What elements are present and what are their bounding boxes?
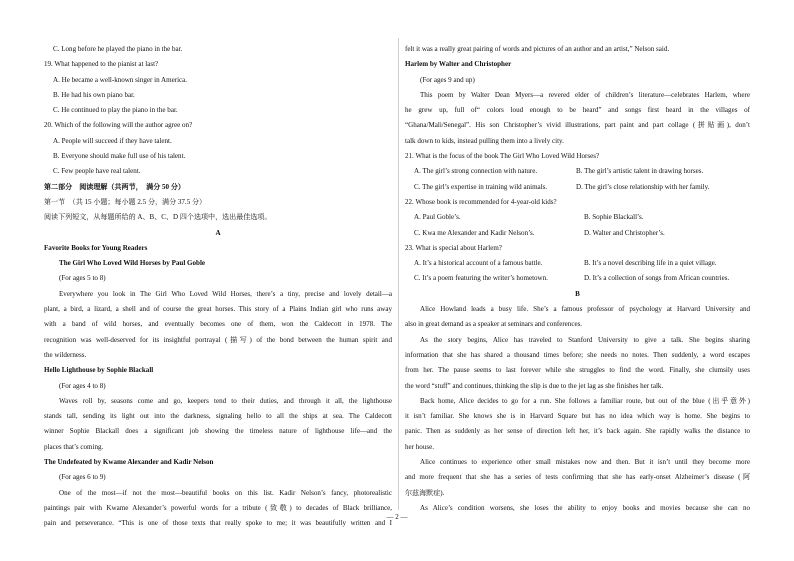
book3-line: One of the most—if not the most—beautiful books on this list. Kadir Nelson’s fancy, photorealistic [59, 488, 392, 497]
section-part-heading: 第二部分 阅读理解（共两节， 满分 50 分） [44, 182, 185, 191]
q20-option-c: C. Few people have real talent. [53, 167, 141, 176]
right-column [405, 42, 750, 516]
passage-b-line: it isn’t familiar. She knows she is in Harvard Square but has no idea which way is home. She begins to [405, 412, 750, 421]
q20-option-b: B. Everyone should make full use of his talent. [53, 152, 186, 161]
book1-line: plant, a bird, a lizard, a shell and of course the great horses. This story of a Plains Indian girl who runs away [44, 305, 392, 314]
article-title: Favorite Books for Young Readers [44, 243, 148, 252]
book2-line: winner Sophie Blackall does a significant job showing the timeless nature of lighthouse life—and the [44, 427, 392, 436]
book4-line: talk down to kids, instead pulling them into a lively city. [405, 136, 564, 145]
section-instructions: 阅读下列短文，从每题所给的 A、B、C、D 四个选项中，选出最佳选项。 [44, 213, 272, 222]
q20-stem: 20. Which of the following will the author agree on? [44, 121, 193, 130]
q19-option-c: C. He continued to play the piano in the bar. [53, 106, 178, 115]
book1-title: The Girl Who Loved Wild Horses by Paul Goble [59, 259, 206, 268]
q23-option-a: A. It’s a historical account of a famous battle. [414, 259, 543, 268]
passage-b-line: Back home, Alice decides to go for a run. She follows a familiar route, but out of the blue (出乎意外) [420, 396, 750, 405]
q22-options-row [405, 226, 750, 241]
q22-stem: 22. Whose book is recommended for 4-year-old kids? [405, 197, 557, 206]
book3-title: The Undefeated by Kwame Alexander and Kadir Nelson [44, 458, 214, 467]
book1-line: with a band of wild horses, and eventually becomes one of them, won the Caldecott in 1978. The [44, 320, 392, 329]
book3-continuation: felt it was a really great pairing of words and pictures of an author and an artist,” Nelson said. [405, 45, 670, 53]
passage-letter-a: A [215, 228, 221, 237]
passage-b-line: the word “stuff” and continues, thinking the slip is due to the jet lag as she finishes her talk. [405, 381, 664, 390]
book2-line: Waves roll by, seasons come and go, keepers tend to their duties, and through it all, the lighthouse [59, 396, 392, 405]
passage-b-line: her house. [405, 442, 434, 451]
passage-b-line: panic. Then as suddenly as her sense of direction left her, it’s back again. She rapidly walks the distance to [405, 427, 750, 436]
book4-title: Harlem by Walter and Christopher [405, 60, 512, 69]
q22-option-a: A. Paul Goble’s. [414, 213, 461, 222]
left-column [44, 42, 392, 532]
book4-line: This poem by Walter Dean Myers—a revered elder of children’s literature—celebrates Harlem, where [420, 90, 750, 99]
page-number: — 2 — [386, 513, 408, 521]
q21-stem: 21. What is the focus of the book The Girl Who Loved Wild Horses? [405, 152, 600, 161]
passage-b-line: from her. The pause seems to last forever while she struggles to find the word. Finally, she clumsily uses [405, 366, 750, 375]
passage-b-line: 尔兹海默症). [405, 488, 445, 497]
q18-option-c: C. Long before he played the piano in the bar. [53, 45, 183, 53]
book2-line: stands tall, sending its light out into the darkness, signaling hello to all the ships at sea. The Caldecott [44, 412, 392, 421]
q21-option-c: C. The girl’s expertise in training wild animals. [414, 182, 548, 191]
q22-option-b: B. Sophie Blackall’s. [584, 213, 644, 222]
passage-b-line: information that she has shared a thousand times before; she needs no notes. Then suddenly, a word escapes [405, 350, 750, 359]
passage-b-line: As the story begins, Alice has traveled to Stanford University to give a talk. She begins sharing [420, 335, 750, 344]
q23-option-d: D. It’s a collection of songs from African countries. [584, 274, 730, 283]
passage-b-line: and more frequent that she has a series of tests confirming that she has early-onset Alzheimer’s disease (阿 [405, 473, 750, 482]
q21-option-a: A. The girl’s strong connection with nature. [414, 167, 538, 176]
passage-letter-b: B [575, 289, 580, 298]
q23-options-row [405, 271, 750, 286]
passage-b-line: As Alice’s condition worsens, she loses the ability to enjoy books and movies because she can no [420, 503, 750, 512]
q23-options-row [405, 256, 750, 271]
q21-option-b: B. The girl’s artistic talent in drawing horses. [576, 167, 704, 176]
column-divider [398, 38, 399, 510]
q19-stem: 19. What happened to the pianist at last? [44, 60, 159, 69]
q22-option-c: C. Kwa me Alexander and Kadir Nelson’s. [414, 228, 535, 237]
q23-option-b: B. It’s a novel describing life in a quiet village. [584, 259, 717, 268]
passage-b-line: Alice continues to experience other small mistakes now and then. But it isn’t until they become more [420, 458, 750, 467]
q22-option-d: D. Walter and Christopher’s. [584, 228, 665, 237]
q22-options-row [405, 210, 750, 225]
passage-b-line: also in great demand as a speaker at seminars and conferences. [405, 320, 583, 329]
book4-line: he grew up, full of“ colors loud enough to be heard” and songs first heard in the villages of [405, 106, 750, 115]
book3-line: pain and perseverance. “This is one of those texts that really spoke to me; it was beautifully written and I [44, 519, 392, 528]
q21-option-d: D. The girl’s close relationship with her family. [576, 182, 710, 191]
q21-options-row [405, 180, 750, 195]
book4-line: “Ghana/Mali/Senegal”. His son Christopher’s vivid illustrations, part paint and part collage (拼贴画), don’t [405, 121, 750, 130]
book4-ages: (For ages 9 and up) [420, 75, 475, 84]
section-sub-heading: 第一节 （共 15 小题；每小题 2.5 分，满分 37.5 分） [44, 197, 207, 206]
book1-line: the wilderness. [44, 350, 87, 359]
q20-option-a: A. People will succeed if they have talent. [53, 136, 172, 145]
book3-ages: (For ages 6 to 9) [59, 473, 106, 482]
book2-line: places that’s coming. [44, 442, 104, 451]
book1-line: recognition was well-deserved for its insightful portrayal (描写) of the bond between the human spirit and [44, 335, 392, 344]
book2-ages: (For ages 4 to 8) [59, 381, 106, 390]
book1-line: Everywhere you look in The Girl Who Loved Wild Horses, there’s a tiny, precise and lovely detail—a [59, 289, 392, 298]
book1-ages: (For ages 5 to 8) [59, 274, 106, 283]
q19-option-a: A. He became a well-known singer in America. [53, 75, 188, 84]
passage-b-line: Alice Howland leads a busy life. She’s a famous professor of psychology at Harvard University and [420, 305, 750, 314]
q23-option-c: C. It’s a poem featuring the writer’s hometown. [414, 274, 548, 283]
q21-options-row [405, 164, 750, 179]
q23-stem: 23. What is special about Harlem? [405, 243, 502, 252]
book3-line: paintings pair with Kwame Alexander’s powerful words for a tribute (致敬) to decades of Black brilliance, [44, 503, 392, 512]
book2-title: Hello Lighthouse by Sophie Blackall [44, 366, 154, 375]
q19-option-b: B. He had his own piano bar. [53, 90, 135, 99]
